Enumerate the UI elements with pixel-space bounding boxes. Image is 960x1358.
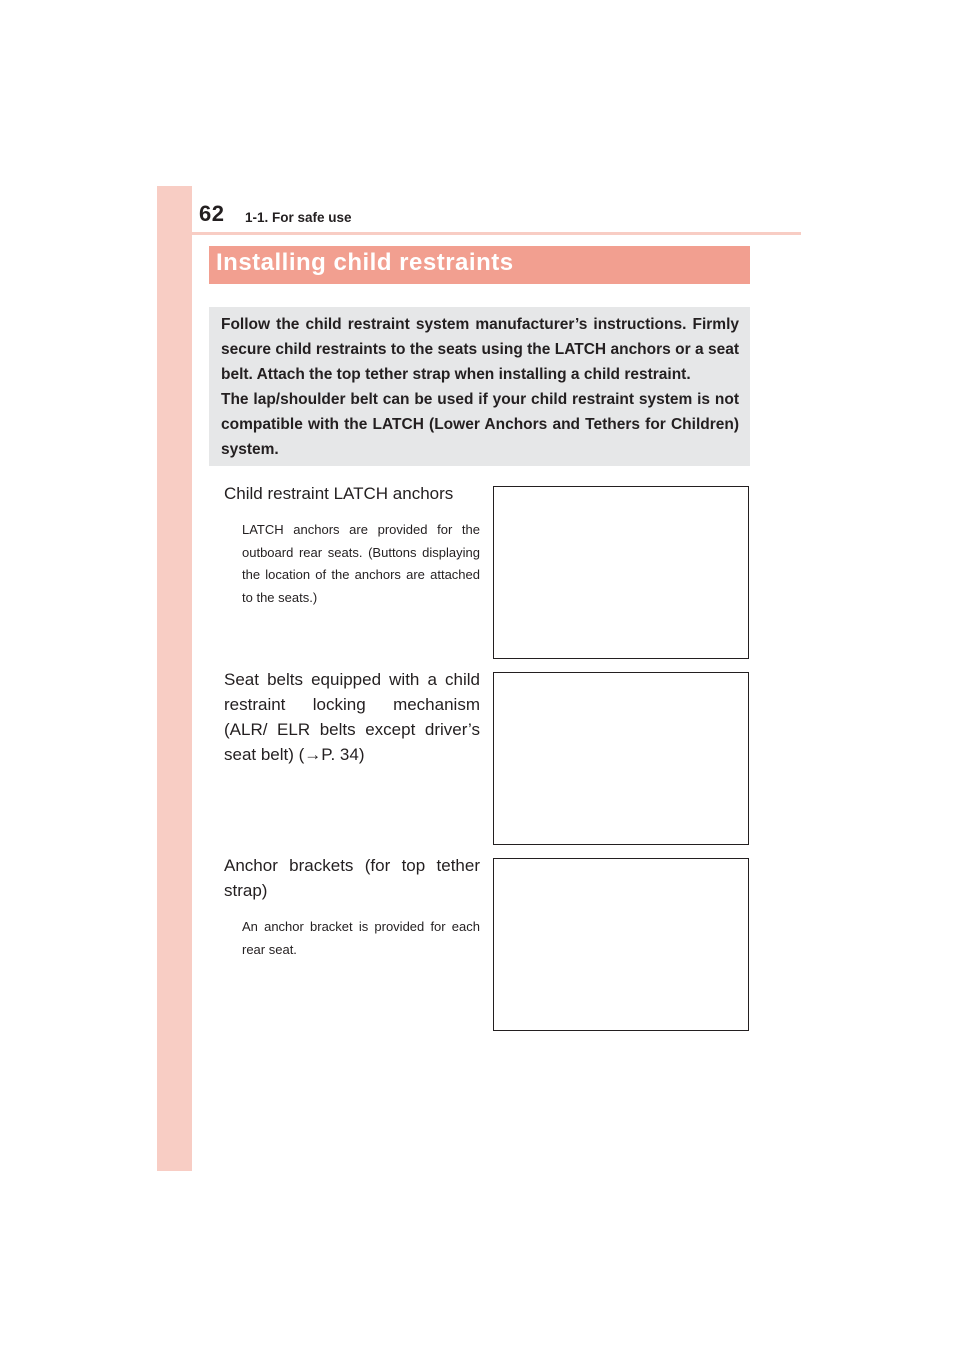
item-title: Anchor brackets (for top tether strap) xyxy=(224,856,480,900)
intro-paragraph: The lap/shoulder belt can be used if your child restraint system is not compatible with the LATCH (Lower Anchors and Tethers for Children) system. xyxy=(221,391,739,458)
intro-box xyxy=(209,307,750,466)
intro-paragraph: Follow the child restraint system manufacturer’s instructions. Firmly secure child restraints to the seats using the LATCH anchors or a seat belt. Attach the top tether strap when installing a child restraint. xyxy=(221,316,739,383)
list-item xyxy=(224,481,480,609)
latch-anchor-illustration xyxy=(493,486,749,659)
item-description: LATCH anchors are provided for the outboard rear seats. (Buttons displaying the location of the anchors are attached to the seats.) xyxy=(242,522,480,605)
header-rule xyxy=(157,232,801,235)
chapter-side-band xyxy=(157,186,192,1171)
page-number: 62 xyxy=(199,201,225,226)
seat-belt-illustration xyxy=(493,672,749,845)
list-item xyxy=(224,667,480,767)
item-description: An anchor bracket is provided for each rear seat. xyxy=(242,919,480,957)
anchor-bracket-illustration xyxy=(493,858,749,1031)
list-item xyxy=(224,853,480,961)
section-title-bar xyxy=(209,246,750,284)
section-title: Installing child restraints xyxy=(216,249,514,276)
item-title: Seat belts equipped with a child restraint locking mechanism (ALR/ ELR belts except driver’s seat belt) (→P. 34) xyxy=(224,670,480,764)
section-label: 1-1. For safe use xyxy=(245,210,352,225)
item-title: Child restraint LATCH anchors xyxy=(224,484,454,503)
